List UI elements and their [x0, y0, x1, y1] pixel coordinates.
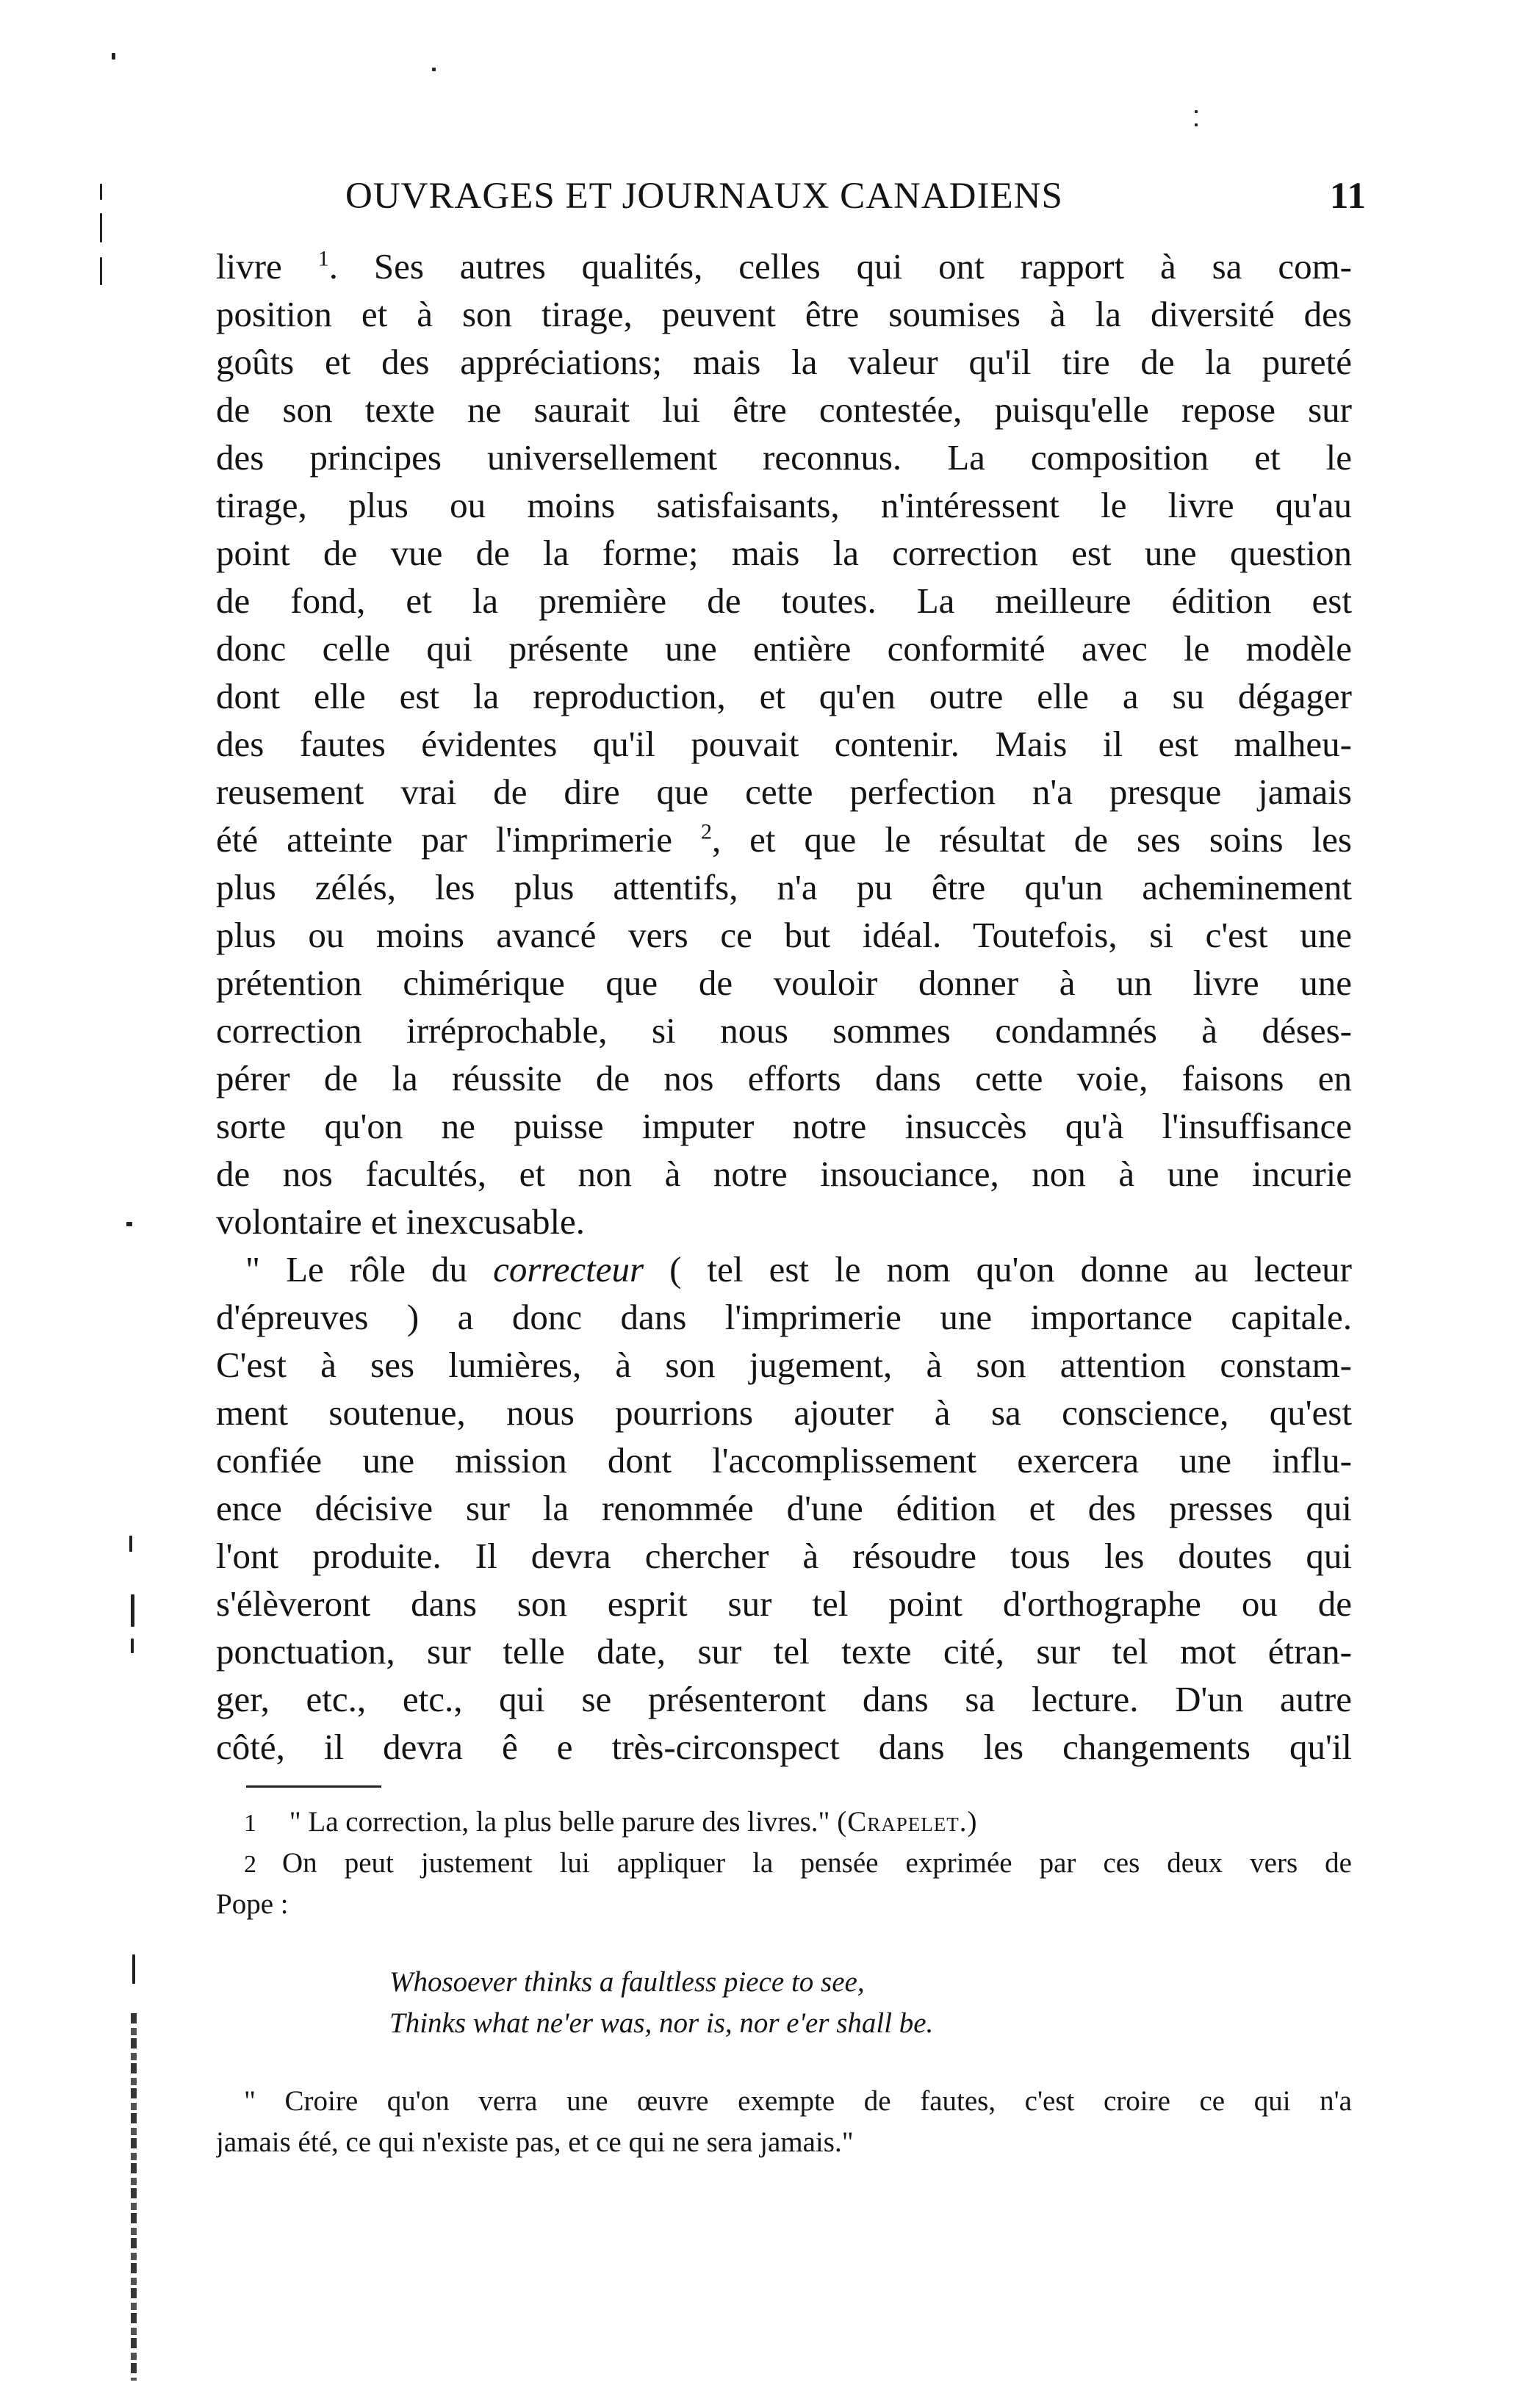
text-span: " Le rôle du — [245, 1249, 468, 1289]
text-line: livre $^1$. Ses autres qualités, celles qui ont rapport à sa com- — [216, 246, 1352, 287]
text-line: point de vue de la forme; mais la correction est une question — [216, 533, 1352, 573]
text-span: Ses autres qualités, celles qui ont rapport à sa com- — [373, 246, 1352, 287]
verse-line: Whosoever thinks a faultless piece to see, — [389, 1966, 865, 1998]
text-line: ence décisive sur la renommée d'une édition et des presses qui — [216, 1488, 1352, 1528]
footnote-text-line: Pope : — [216, 1888, 289, 1920]
text-line: dont elle est la reproduction, et qu'en outre elle a su dégager — [216, 676, 1352, 716]
text-line: plus zélés, les plus attentifs, n'a pu être qu'un acheminement — [216, 867, 1352, 907]
footnote-ref: 1 — [317, 246, 329, 271]
text-line: ponctuation, sur telle date, sur tel texte cité, sur tel mot étran- — [216, 1631, 1352, 1672]
text-line — [216, 1245, 1352, 1293]
scan-speck — [432, 68, 436, 71]
text-line: côté, il devra ê e très-circonspect dans les changements qu'il — [216, 1727, 1352, 1767]
running-title: OUVRAGES ET JOURNAUX CANADIENS — [345, 176, 1063, 217]
text-span: , et que le résultat de ses soins les — [711, 819, 1352, 860]
text-line: volontaire et inexcusable. — [216, 1201, 586, 1242]
running-head — [323, 170, 1367, 222]
scan-speck — [1195, 123, 1198, 126]
text-line: ment soutenue, nous pourrions ajouter à sa conscience, qu'est — [216, 1392, 1352, 1433]
text-line: tirage, plus ou moins satisfaisants, n'intéressent le livre qu'au — [216, 485, 1352, 525]
text-line: de nos facultés, et non à notre insouciance, non à une incurie — [216, 1154, 1352, 1194]
footnote-gap — [216, 1925, 1352, 1962]
verse-line: Thinks what ne'er was, nor is, nor e'er shall be. — [389, 2007, 934, 2039]
text-line: des principes universellement reconnus. La composition et le — [216, 437, 1352, 478]
italic-term: correcteur — [493, 1249, 644, 1289]
footnote-1 — [216, 1802, 1352, 1843]
scan-speck — [131, 1638, 134, 1653]
text-span: livre — [216, 246, 282, 287]
scan-speck — [100, 184, 102, 200]
footnote-gap — [216, 2044, 1352, 2081]
scan-speck — [126, 1222, 132, 1226]
text-line: confiée une mission dont l'accomplissement exercera une influ- — [216, 1440, 1352, 1481]
text-span: ( tel est le nom qu'on donne au lecteur — [669, 1249, 1352, 1289]
text-line: ger, etc., etc., qui se présenteront dans sa lecture. D'un autre — [216, 1679, 1352, 1719]
text-line: reusement vrai de dire que cette perfection n'a presque jamais — [216, 771, 1352, 812]
footnote-marker: 1 — [244, 1810, 256, 1837]
footnote-separator — [246, 1785, 381, 1788]
text-line: donc celle qui présente une entière conformité avec le modèle — [216, 628, 1352, 669]
text-line: s'élèveront dans son esprit sur tel point d'orthographe ou de — [216, 1583, 1352, 1624]
text-line: prétention chimérique que de vouloir donner à un livre une — [216, 963, 1352, 1003]
text-line: des fautes évidentes qu'il pouvait contenir. Mais il est malheu- — [216, 724, 1352, 764]
footnotes — [216, 1802, 1352, 2163]
text-line: pérer de la réussite de nos efforts dans cette voie, faisons en — [216, 1058, 1352, 1098]
quote-line: jamais été, ce qui n'existe pas, et ce qui ne sera jamais." — [216, 2126, 854, 2158]
footnote-text: On peut justement lui appliquer la pensée exprimée par ces deux vers de — [282, 1847, 1352, 1879]
scan-speck — [100, 213, 102, 242]
scan-speck — [100, 257, 102, 285]
body-text — [216, 242, 1352, 1771]
footnote-ref: 2 — [700, 819, 712, 844]
page-number: 11 — [1329, 176, 1367, 217]
text-line: correction irréprochable, si nous sommes condamnés à déses- — [216, 1010, 1352, 1051]
quote-line: " Croire qu'on verra une œuvre exempte de fautes, c'est croire ce qui n'a — [244, 2085, 1352, 2117]
text-line: plus ou moins avancé vers ce but idéal. Toutefois, si c'est une — [216, 915, 1352, 955]
text-line: C'est à ses lumières, à son jugement, à son attention constam- — [216, 1345, 1352, 1385]
scan-speck — [131, 1594, 134, 1627]
text-line: de fond, et la première de toutes. La meilleure édition est — [216, 580, 1352, 621]
text-line: l'ont produite. Il devra chercher à résoudre tous les doutes qui — [216, 1536, 1352, 1576]
footnote-text: " La correction, la plus belle parure des livres." — [289, 1806, 830, 1838]
text-line: de son texte ne saurait lui être contestée, puisqu'elle repose sur — [216, 389, 1352, 430]
text-line: goûts et des appréciations; mais la valeur qu'il tire de la pureté — [216, 342, 1352, 382]
page-binding-edge — [131, 2013, 137, 2381]
scan-speck — [129, 1536, 132, 1552]
footnote-marker: 2 — [244, 1851, 256, 1878]
text-span: été atteinte par l'imprimerie — [216, 819, 672, 860]
text-line: position et à son tirage, peuvent être soumises à la diversité des — [216, 294, 1352, 334]
scan-speck — [1195, 110, 1198, 113]
footnote-2 — [216, 1843, 1352, 1884]
text-line — [216, 816, 1352, 863]
scan-speck — [132, 1954, 135, 1984]
footnote-source: (Crapelet.) — [837, 1806, 978, 1838]
scan-speck — [112, 53, 115, 60]
text-line: d'épreuves ) a donc dans l'imprimerie une importance capitale. — [216, 1297, 1352, 1337]
text-line: sorte qu'on ne puisse imputer notre insuccès qu'à l'insuffisance — [216, 1106, 1352, 1146]
